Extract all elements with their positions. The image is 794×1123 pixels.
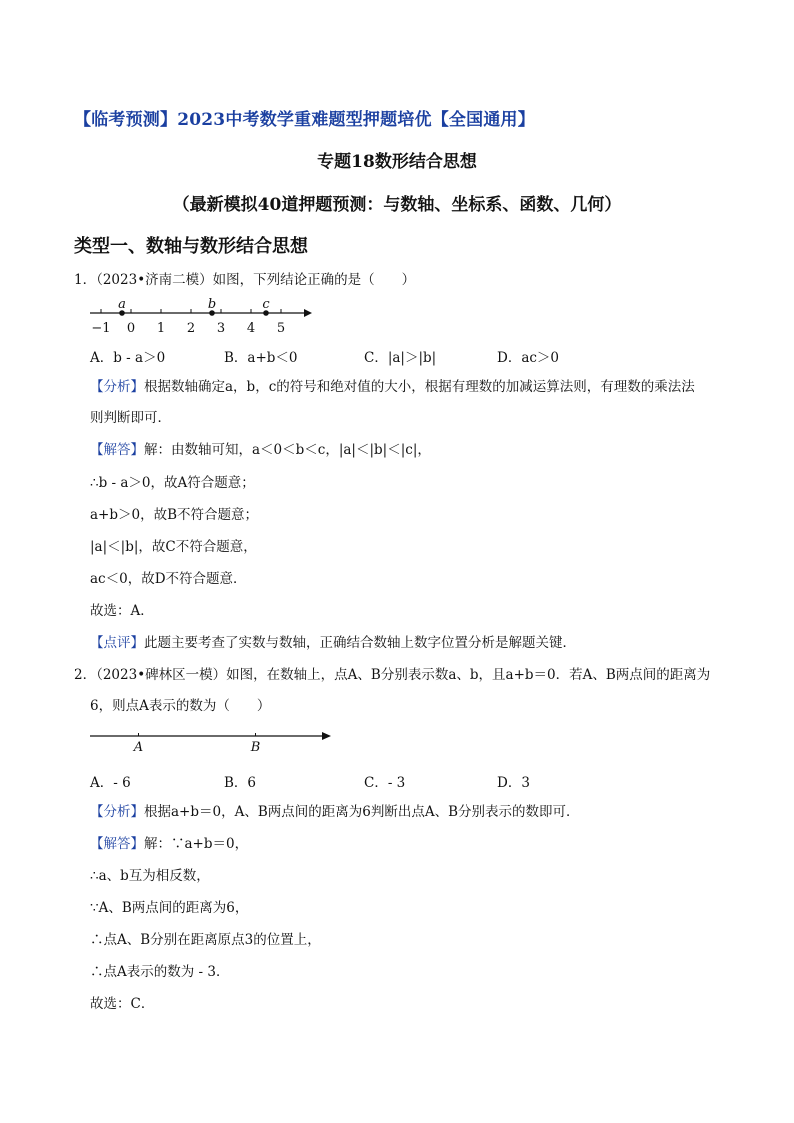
q1-answer [90,441,431,459]
q1-analysis-cont: 则判断即可． [90,410,171,426]
q1-answer-line: 解：由数轴可知，a＜0＜b＜c，|a|＜|b|＜|c|， [144,442,431,458]
q1-answer-line: ac＜0，故D不符合题意． [90,571,247,587]
q2-answer-line: ∴a、b互为相反数， [90,868,210,884]
q2-answer-line: 解：∵a+b＝0， [144,836,249,852]
q1-option-b: B．a+b＜0 [224,350,298,366]
q2-answer-line: 故选：C． [90,996,155,1012]
q1-analysis [90,378,695,396]
q2-point-label: B [250,740,261,755]
q1-answer-tag: 【解答】 [90,442,144,458]
q2-stem-cont: 6，则点A表示的数为（ ） [90,698,271,714]
q1-analysis-tag: 【分析】 [90,379,144,395]
q2-answer-line: ∴点A、B分别在距离原点3的位置上， [90,932,321,948]
q1-tick-label: 0 [126,321,136,336]
q2-axis-arrow [322,732,331,740]
q2-answer [90,835,248,853]
q2-analysis [90,803,580,821]
section-title: 类型一、数轴与数形结合思想 [74,236,308,257]
page-title: 专题18数形结合思想 [317,152,477,172]
q1-stem: 1．（2023•济南二模）如图，下列结论正确的是（ ） [74,272,416,288]
header-banner: 【临考预测】2023中考数学重难题型押题培优【全国通用】 [74,110,535,130]
q2-answer-line: ∵A、B两点间的距离为6， [90,900,249,916]
q1-tick-label: 2 [186,321,196,336]
q1-analysis-text: 根据数轴确定a，b，c的符号和绝对值的大小，根据有理数的加减运算法则，有理数的乘法法 [144,379,695,395]
q1-option-c: C．|a|＞|b| [364,350,437,366]
q1-tick-label: 5 [276,321,286,336]
q1-tick-label: 4 [246,321,256,336]
q2-analysis-tag: 【分析】 [90,804,144,820]
q2-option-b: B．6 [224,775,257,791]
q1-answer-line: 故选：A． [90,603,154,619]
q2-stem: 2．（2023•碑林区一模）如图，在数轴上，点A、B分别表示数a、b，且a+b＝0．若A、B两点间的距离为 [74,667,711,683]
q1-comment-tag: 【点评】 [90,635,144,651]
q1-tick-label: 1 [156,321,166,336]
q2-answer-line: ∴点A表示的数为 - 3． [90,964,230,980]
q2-point-label: A [133,740,144,755]
q2-analysis-text: 根据a+b＝0，A、B两点间的距离为6判断出点A、B分别表示的数即可． [144,804,580,820]
q1-answer-line: |a|＜|b|，故C不符合题意， [90,539,257,555]
q2-option-c: C．- 3 [364,775,406,791]
q1-option-d: D．ac＞0 [497,350,560,366]
q1-axis-arrow [304,309,312,317]
q1-answer-line: ∴b - a＞0，故A符合题意； [90,475,255,491]
q1-number-line [82,296,322,338]
q1-point-label: c [262,297,270,312]
q2-number-line [88,726,338,760]
q2-option-a: A．- 6 [90,775,131,791]
q1-option-a: A．b - a＞0 [90,350,166,366]
q1-point-label: b [207,297,217,312]
q1-point-label: a [118,297,126,312]
q2-option-d: D．3 [497,775,530,791]
q1-comment [90,634,576,652]
q1-comment-text: 此题主要考查了实数与数轴，正确结合数轴上数字位置分析是解题关键． [144,635,576,651]
page-subtitle: （最新模拟40道押题预测：与数轴、坐标系、函数、几何） [172,195,622,215]
q1-tick-label: −1 [91,321,111,336]
q1-answer-line: a+b＞0，故B不符合题意； [90,507,259,523]
q2-answer-tag: 【解答】 [90,836,144,852]
q1-tick-label: 3 [216,321,226,336]
